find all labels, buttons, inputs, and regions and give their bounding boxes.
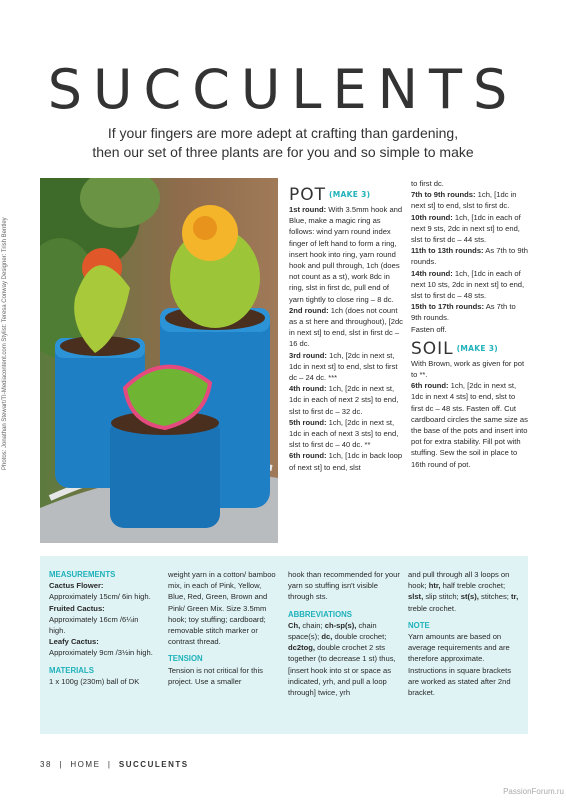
pot-heading: POT (MAKE 3) (289, 185, 371, 205)
photo-credit: Photos: Jonathan Stewart/TI-Mediacontent.com Stylist: Teresa Conway Designer: Trish Bentley (2, 217, 8, 470)
materials-column: weight yarn in a cotton/ bamboo mix, in each of Pink, Yellow, Blue, Red, Green, Brown and Pink/ Green Mix. Size 3.5mm hook; toy stuffing; cardboard; removable stitch marker or contrast thread. TENSION Tension is not critical for this project. Use a smaller (168, 570, 276, 686)
pot-column: POT (MAKE 3) 1st round: With 3.5mm hook and Blue, make a magic ring as follows: wind yarn round index finger of left hand to form a ring, insert hook into ring, yarn round hook and pull through, 1ch (does not count as a st), work 8dc in ring, slst in first dc, pull end of yarn tightly to close ring – 8 dc. 2nd round: 1ch (does not count as a st here and throughout), [2dc in next st] to end, slst in first dc – 16 dc. 3rd round: 1ch, [2dc in next st, 1dc in next st] to end, slst to first dc – 24 dc. *** 4th round: 1ch, [2dc in next st, 1dc in each of next 2 sts] to end, slst to first dc – 32 dc. 5th round: 1ch, [2dc in next st, 1dc in each of next 3 sts] to end, slst to first dc – 40 dc. ** 6th round: 1ch, [1dc in back loop of next st] to end, slst (289, 185, 403, 472)
pot-continued-column: to first dc. 7th to 9th rounds: 1ch, [1dc in next st] to end, slst to first dc. 10th round: 1ch, [1dc in each of next 9 sts, 2dc in next st] to end, slst to first dc – 44 sts. 11th to 13th rounds: As 7th to 9th rounds. 14th round: 1ch, [1dc in each of next 10 sts, 2dc in next st] to end, slst to first dc – 48 sts. 15th to 17th rounds: As 7th to 9th rounds. Fasten off. SOIL (MAKE 3) With Brown, work as given for pot to **. 6th round: 1ch, [2dc in next st, 1dc in next 4 sts] to end, slst to first dc – 48 sts. Fasten off. Cut cardboard circles the same size as the base of the pots and insert into pot for extra stability. Fill pot with stuffing. Sew the soil in place to 16th round of pot. (411, 179, 528, 469)
footer-topic: SUCCULENTS (118, 760, 189, 769)
soil-heading: SOIL (MAKE 3) (411, 338, 498, 359)
succulents-photo (40, 178, 278, 543)
note-column: and pull through all 3 loops on hook; htr, half treble crochet; slst, slip stitch; st(s), stitches; tr, treble crochet. NOTE Yarn amounts are based on average requirements and are therefore approximate. Instructions in square brackets are worked as stated after 2nd bracket. (408, 570, 519, 698)
page-title: SUCCULENTS (47, 58, 519, 121)
footer-section: HOME (70, 760, 101, 769)
abbreviations-column: hook than recommended for your yarn so stuffing isn't visible through sts. ABBREVIATIONS Ch, chain; ch-sp(s), chain space(s); dc, double crochet; dc2tog, double crochet 2 sts together (to decrease 1 st) thus, [insert hook into st or space as indicated, yrh, and pull a loop through] twice, yrh (288, 570, 400, 698)
info-box (40, 556, 528, 734)
watermark: PassionForum.ru (503, 787, 564, 796)
page-number: 38 (40, 760, 52, 769)
measurements-column: MEASUREMENTS Cactus Flower: Approximately 15cm/ 6in high. Fruited Cactus: Approximately 16cm /6¼in high. Leafy Cactus: Approximately 9cm /3½in high. MATERIALS 1 x 100g (230m) ball of DK (49, 570, 153, 686)
page-subtitle: If your fingers are more adept at crafting than gardening, then our set of three plants are for you and so simple to make (92, 125, 474, 160)
page-footer: 38 | HOME | SUCCULENTS (40, 760, 189, 769)
